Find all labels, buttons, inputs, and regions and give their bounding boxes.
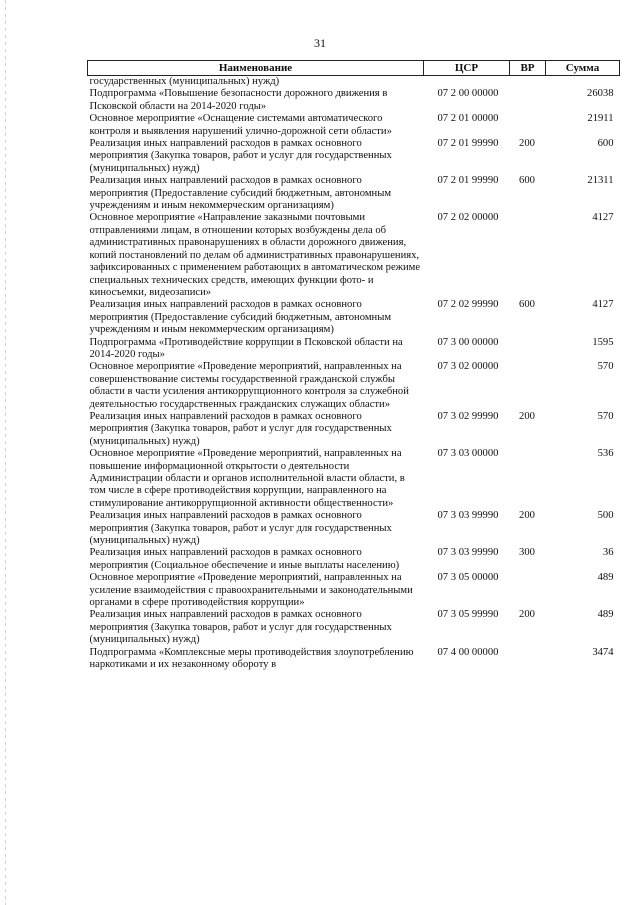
cell-name: Основное мероприятие «Оснащение системами автоматического контроля и выявления нарушений улично-дорожной сети области»	[89, 113, 392, 137]
cell-csr: 07 2 01 00000	[437, 113, 499, 125]
cell-csr: 07 3 05 00000	[437, 572, 499, 584]
cell-csr	[424, 76, 510, 89]
cell-vr	[510, 572, 546, 609]
cell-vr	[510, 647, 546, 672]
cell-vr	[510, 113, 546, 138]
cell-vr: 200	[519, 609, 535, 621]
cell-sum: 4127	[592, 212, 614, 224]
cell-sum: 570	[597, 361, 614, 373]
cell-vr: 600	[519, 299, 535, 311]
cell-sum: 489	[597, 609, 614, 621]
table-header	[88, 61, 620, 76]
cell-name: Реализация иных направлений расходов в рамках основного мероприятия (Предоставление субсидий бюджетным, автономным учреждениям и иным некоммерческим организациям)	[89, 175, 392, 212]
table-row	[88, 448, 620, 510]
cell-vr	[510, 88, 546, 113]
header-csr: ЦСР	[424, 61, 510, 76]
header-sum: Сумма	[546, 61, 620, 76]
cell-csr: 07 3 03 00000	[437, 448, 499, 460]
table-row	[88, 88, 620, 113]
page-number: 31	[314, 36, 326, 50]
cell-sum: 536	[597, 448, 614, 460]
budget-table	[87, 60, 620, 672]
cell-sum: 4127	[592, 299, 614, 311]
cell-sum: 489	[597, 572, 614, 584]
table-body	[88, 76, 620, 672]
table-row	[88, 212, 620, 299]
cell-name: Реализация иных направлений расходов в рамках основного мероприятия (Закупка товаров, работ и услуг для государственных (муниципальных) нужд)	[89, 609, 392, 646]
table-row	[88, 510, 620, 547]
table-row	[88, 547, 620, 572]
cell-name: государственных (муниципальных) нужд)	[89, 76, 280, 87]
cell-sum: 26038	[587, 88, 614, 100]
cell-sum: 3474	[592, 646, 614, 658]
cell-vr: 200	[519, 410, 535, 422]
table-row	[88, 76, 620, 89]
cell-sum	[546, 76, 620, 89]
header-name: Наименование	[88, 61, 424, 76]
cell-vr	[510, 76, 546, 89]
table-row	[88, 609, 620, 646]
table-row	[88, 138, 620, 175]
cell-vr: 300	[519, 547, 535, 559]
cell-name: Основное мероприятие «Проведение мероприятий, направленных на усиление взаимодействия с правоохранительными и законодательными органами в сфере противодействия коррупции»	[89, 572, 413, 609]
cell-vr: 200	[519, 510, 535, 522]
cell-sum: 21911	[587, 113, 614, 125]
cell-name: Реализация иных направлений расходов в рамках основного мероприятия (Закупка товаров, работ и услуг для государственных (муниципальных) нужд)	[89, 510, 392, 547]
cell-csr: 07 3 02 00000	[437, 361, 499, 373]
scan-margin-line	[5, 0, 6, 905]
header-vr: ВР	[510, 61, 546, 76]
cell-name: Основное мероприятие «Проведение мероприятий, направленных на повышение информационной открытости о деятельности Администрации области и органов исполнительной власти области, в том числе в сфере противодействия коррупции, направленного на стимулирование антикоррупционной активности общественности»	[89, 448, 405, 509]
table-row	[88, 337, 620, 362]
cell-csr: 07 3 00 00000	[437, 336, 499, 348]
cell-csr: 07 2 01 99990	[437, 138, 499, 150]
cell-csr: 07 3 03 99990	[437, 547, 499, 559]
header-row	[88, 61, 620, 76]
cell-name: Реализация иных направлений расходов в рамках основного мероприятия (Закупка товаров, работ и услуг для государственных (муниципальных) нужд)	[89, 410, 392, 447]
table-row	[88, 411, 620, 448]
cell-name: Подпрограмма «Комплексные меры противодействия злоупотреблению наркотиками и их незаконному обороту в	[89, 646, 414, 671]
table-row	[88, 175, 620, 212]
table-row	[88, 572, 620, 609]
cell-vr: 600	[519, 175, 535, 187]
cell-vr	[510, 212, 546, 299]
table-row	[88, 361, 620, 411]
cell-name: Подпрограмма «Повышение безопасности дорожного движения в Псковской области на 2014-2020 годы»	[89, 88, 388, 112]
table-row	[88, 299, 620, 336]
cell-sum: 600	[597, 138, 614, 150]
cell-vr	[510, 361, 546, 411]
cell-sum: 500	[597, 510, 614, 522]
cell-csr: 07 3 05 99990	[437, 609, 499, 621]
cell-sum: 21311	[587, 175, 614, 187]
cell-sum: 1595	[592, 336, 614, 348]
table-row	[88, 647, 620, 672]
cell-name: Подпрограмма «Противодействие коррупции в Псковской области на 2014-2020 годы»	[89, 336, 403, 360]
table-row	[88, 113, 620, 138]
cell-sum: 36	[602, 547, 614, 559]
cell-vr: 200	[519, 138, 535, 150]
cell-name: Основное мероприятие «Проведение мероприятий, направленных на совершенствование системы государственной гражданской службы области в части усиления антикоррупционного контроля за служебной деятельностью государственных гражданских служащих области»	[89, 361, 409, 410]
cell-csr: 07 4 00 00000	[437, 646, 499, 658]
cell-sum: 570	[597, 410, 614, 422]
cell-name: Основное мероприятие «Направление заказными почтовыми отправлениями лицам, в отношении которых возбуждены дела об административных правонарушениях в области дорожного движения, копий постановлений по делам об административных правонарушениях, зафиксированных с применением работающих в автоматическом режиме специальных технических средств, имеющих функции фото- и киносъемки, видеозаписи»	[89, 212, 421, 298]
cell-csr: 07 3 03 99990	[437, 510, 499, 522]
cell-csr: 07 2 02 99990	[437, 299, 499, 311]
cell-name: Реализация иных направлений расходов в рамках основного мероприятия (Социальное обеспечение и иные выплаты населению)	[89, 547, 400, 571]
cell-csr: 07 2 01 99990	[437, 175, 499, 187]
cell-csr: 07 2 00 00000	[437, 88, 499, 100]
cell-name: Реализация иных направлений расходов в рамках основного мероприятия (Предоставление субсидий бюджетным, автономным учреждениям и иным некоммерческим организациям)	[89, 299, 392, 336]
cell-name: Реализация иных направлений расходов в рамках основного мероприятия (Закупка товаров, работ и услуг для государственных (муниципальных) нужд)	[89, 138, 392, 174]
cell-csr: 07 2 02 00000	[437, 212, 499, 224]
cell-vr	[510, 337, 546, 362]
cell-vr	[510, 448, 546, 510]
cell-csr: 07 3 02 99990	[437, 410, 499, 422]
